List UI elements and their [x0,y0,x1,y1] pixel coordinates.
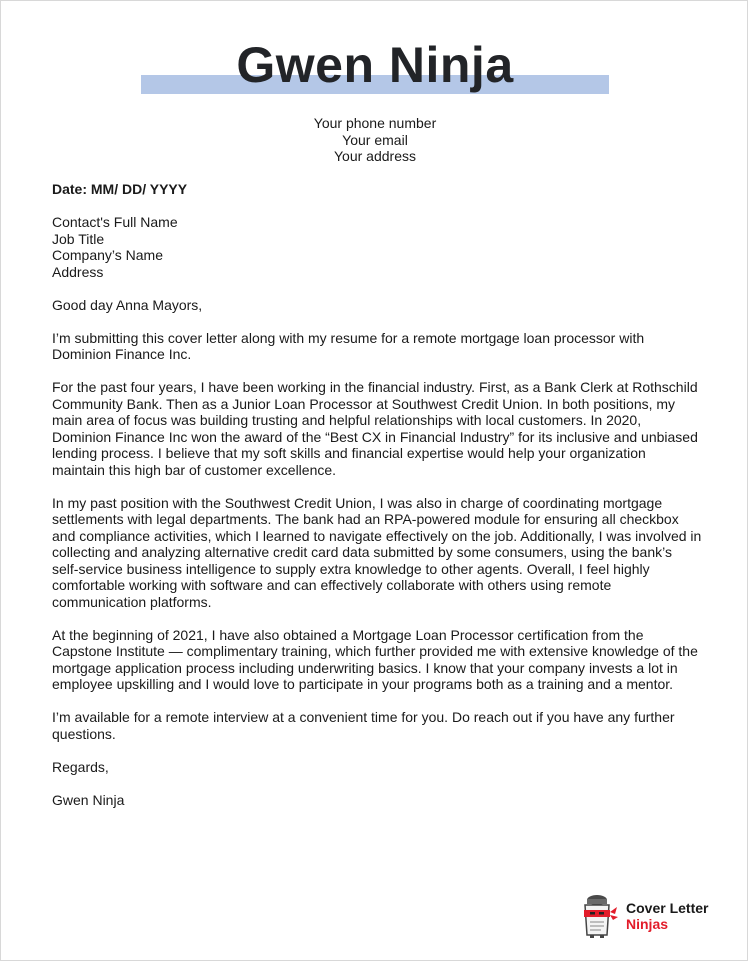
recipient-job-title: Job Title [52,230,105,247]
recipient-full-name: Contact's Full Name [52,214,178,230]
contact-email: Your email [342,131,408,148]
applicant-name: Gwen Ninja [236,37,514,93]
recipient-address: Address [52,263,104,280]
signature: Gwen Ninja [52,791,125,808]
name-header [1,35,748,99]
contact-block [1,115,748,165]
ninja-mascot-icon [577,893,619,939]
logo-text [626,900,708,932]
letter-body [52,181,702,825]
body-paragraph: At the beginning of 2021, I have also obtained a Mortgage Loan Processor certification from the Capstone Institute — complimentary training, which further provided me with extensive knowledge of the mortgage application process including underwriting basics. I know that your company invests a lot in employee upskilling and I would love to participate in your programs both as a training and a mentor. [52,626,698,692]
logo-line1: Cover Letter [626,900,709,916]
body-paragraph: In my past position with the Southwest Credit Union, I was also in charge of coordinating mortgage settlements with legal departments. The bank had an RPA-powered module for ensuring all checkbox and compliance activities, which I learned to navigate effectively on the job. Additionally, I was involved in collecting and analyzing alternative credit card data submitted by some consumers, using the bank’s self-service business intelligence to supply extra knowledge to other agents. Overall, I feel highly comfortable working with software and can effectively collaborate with others using remote communication platforms. [52,494,702,610]
logo-line2: Ninjas [626,916,669,932]
recipient-company: Company’s Name [52,247,164,263]
closing: Regards, [52,758,109,775]
contact-address: Your address [334,148,416,164]
body-paragraph: I’m available for a remote interview at a convenient time for you. Do reach out if you have any further questions. [52,709,675,742]
greeting: Good day Anna Mayors, [52,296,203,313]
letter-date: Date: MM/ DD/ YYYY [52,181,188,197]
recipient-block [52,214,702,280]
body-paragraph: I’m submitting this cover letter along with my resume for a remote mortgage loan processor with Dominion Finance Inc. [52,329,645,362]
contact-phone: Your phone number [313,115,437,131]
cover-letter-ninjas-logo[interactable] [577,893,727,939]
body-paragraph: For the past four years, I have been working in the financial industry. First, as a Bank Clerk at Rothschild Community Bank. Then as a Junior Loan Processor at Southwest Credit Union. In both positions, my main area of focus was building trusting and helpful relationships with local customers. In 2020, Dominion Finance Inc won the award of the “Best CX in Financial Industry” for its inclusive and unbiased lending process. I believe that my soft skills and financial expertise would help your organization maintain this high bar of customer excellence. [52,379,698,478]
